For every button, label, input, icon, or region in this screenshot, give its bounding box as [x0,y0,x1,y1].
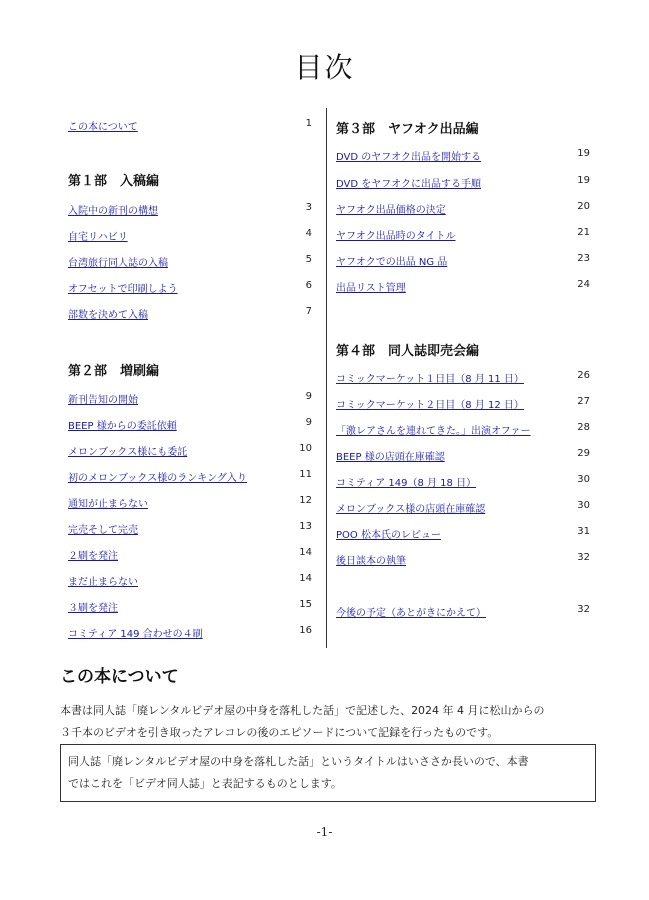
toc-page: 27 [577,396,590,407]
toc-link[interactable]: 台湾旅行同人誌の入稿 [68,258,168,269]
page-title: 目次 [294,51,355,84]
toc-link[interactable]: DVD をヤフオクに出品する手順 [336,179,481,190]
toc-link[interactable]: ヤフオクでの出品 NG 品 [336,257,448,268]
toc-page: 4 [305,228,312,239]
about-line-2: ３千本のビデオを引き取ったアレコレの後のエピソードについて記録を行ったものです。 [60,726,499,739]
toc-page: 28 [577,422,590,433]
toc-link[interactable]: 「激レアさんを連れてきた。」出演オファー [336,426,531,437]
part4-heading: 第４部 同人誌即売会編 [336,344,480,359]
toc-page: 23 [577,253,590,264]
toc-entry [68,547,318,563]
toc-link[interactable]: ヤフオク出品時のタイトル [336,231,456,242]
toc-link[interactable]: DVD のヤフオク出品を開始する [336,152,481,163]
toc-page: 26 [577,370,590,381]
part3-heading: 第３部 ヤフオク出品編 [336,122,479,137]
toc-link[interactable]: オフセットで印刷しよう [68,284,178,295]
toc-entry [336,201,590,217]
note-line-1: 同人誌「廃レンタルビデオ屋の中身を落札した話」というタイトルはいささか長いので、本書 [68,755,529,768]
toc-link[interactable]: まだ止まらない [68,577,138,588]
toc-entry [68,521,318,537]
toc-entry [68,391,318,407]
toc-link[interactable]: 通知が止まらない [68,499,148,510]
toc-page: 21 [577,227,590,238]
toc-entry [336,422,590,438]
toc-entry [336,552,590,568]
toc-link[interactable]: コミティア 149 合わせの４刷 [68,629,203,640]
toc-link[interactable]: POO 松本氏のレビュー [336,530,441,541]
toc-page: 30 [577,474,590,485]
toc-link[interactable]: ヤフオク出品価格の決定 [336,205,446,216]
about-body [60,700,600,744]
toc-link[interactable]: 自宅リハビリ [68,232,128,243]
toc-entry [68,599,318,615]
toc-page: 32 [577,552,590,563]
toc-page: 20 [577,201,590,212]
toc-entry [336,279,590,295]
toc-link[interactable]: コミティア 149（8 月 18 日） [336,478,477,489]
toc-entry [336,370,590,386]
column-divider [326,108,327,648]
about-line-1: 本書は同人誌「廃レンタルビデオ屋の中身を落札した話」で記述した、2024 年 4 月に松山からの [60,704,545,717]
toc-page: 14 [299,547,312,558]
toc-page: 19 [577,175,590,186]
toc-link[interactable]: 出品リスト管理 [336,283,406,294]
toc-link[interactable]: ２刷を発注 [68,551,118,562]
toc-page: 15 [299,599,312,610]
toc-entry-future [336,604,590,620]
toc-page: 30 [577,500,590,511]
toc-entry [336,396,590,412]
note-line-2: ではこれを「ビデオ同人誌」と表記するものとします。 [68,777,342,790]
toc-page: 9 [305,417,312,428]
part1-heading: 第１部 入稿編 [68,174,160,189]
toc-entry [336,148,590,164]
toc-entry [68,495,318,511]
toc-page: 7 [305,306,312,317]
toc-entry [336,448,590,464]
toc-entry [336,500,590,516]
toc-page: 1 [305,118,312,129]
toc-link[interactable]: 後日談本の執筆 [336,556,406,567]
toc-link[interactable]: この本について [68,122,138,133]
toc-page: 11 [299,469,312,480]
toc-page: 32 [577,604,590,615]
toc-entry [68,417,318,433]
toc-page: 24 [577,279,590,290]
toc-link[interactable]: メロンブックス様の店頭在庫確認 [336,504,486,515]
toc-entry [68,625,318,641]
toc-page: 9 [305,391,312,402]
about-heading: この本について [60,667,179,687]
toc-page: 5 [305,254,312,265]
toc-entry [336,227,590,243]
toc-entry [336,474,590,490]
toc-entry [336,526,590,542]
toc-entry [68,280,318,296]
toc-page: 14 [299,573,312,584]
toc-entry [68,306,318,322]
toc-entry [68,228,318,244]
toc-page: 29 [577,448,590,459]
toc-link[interactable]: コミックマーケット１日目（8 月 11 日） [336,374,524,385]
toc-entry [336,175,590,191]
toc-page: 12 [299,495,312,506]
toc-link[interactable]: 完売そして完売 [68,525,138,536]
toc-entry [68,202,318,218]
toc-entry [68,469,318,485]
toc-entry [68,443,318,459]
part2-heading: 第２部 増刷編 [68,364,160,379]
toc-page: 19 [577,148,590,159]
toc-page: 6 [305,280,312,291]
toc-link[interactable]: 初のメロンブックス様のランキング入り [68,473,247,484]
toc-link[interactable]: コミックマーケット２日目（8 月 12 日） [336,400,524,411]
toc-page: 16 [299,625,312,636]
toc-link[interactable]: 新刊告知の開始 [68,395,138,406]
toc-entry-intro [68,118,318,134]
toc-entry [336,253,590,269]
toc-link[interactable]: ３刷を発注 [68,603,118,614]
toc-link[interactable]: 入院中の新刊の構想 [68,206,158,217]
toc-link[interactable]: BEEP 様からの委託依頼 [68,421,177,432]
toc-page: 3 [305,202,312,213]
note-box [60,744,596,802]
toc-page: 31 [577,526,590,537]
toc-page: 13 [299,521,312,532]
toc-link[interactable]: BEEP 様の店頭在庫確認 [336,452,445,463]
toc-page: 10 [299,443,312,454]
toc-entry [68,254,318,270]
toc-entry [68,573,318,589]
page-number: -1- [316,825,333,839]
toc-link[interactable]: メロンブックス様にも委託 [68,447,188,458]
toc-link[interactable]: 部数を決めて入稿 [68,310,148,321]
toc-link[interactable]: 今後の予定（あとがきにかえて） [336,608,486,619]
